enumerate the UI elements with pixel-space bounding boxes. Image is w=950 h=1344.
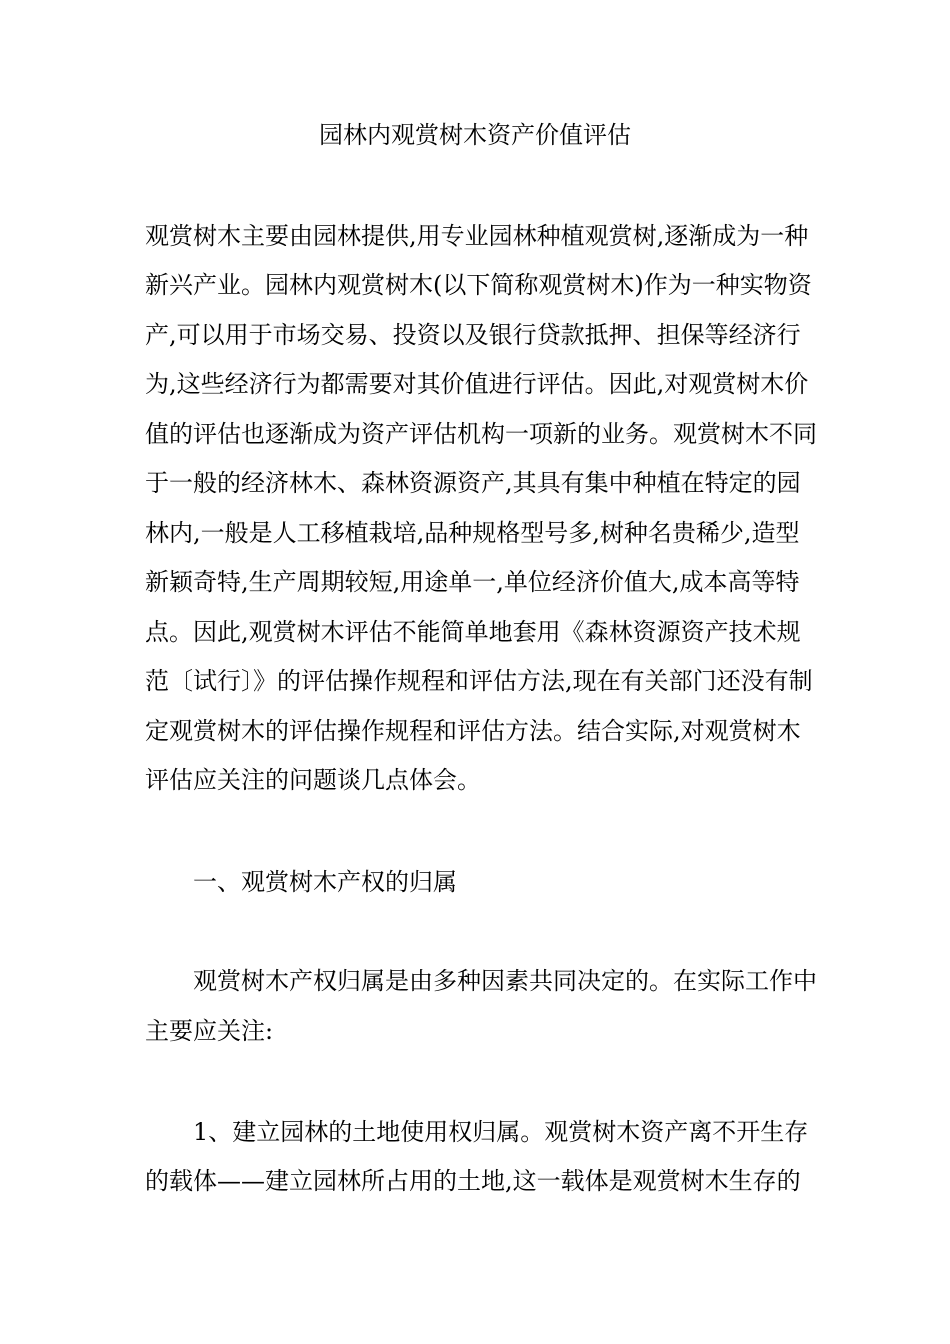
section-paragraph-line: 观赏树木产权归属是由多种因素共同决定的。在实际工作中 bbox=[193, 967, 817, 995]
section-heading: 一、观赏树木产权的归属 bbox=[193, 868, 457, 896]
document-title: 园林内观赏树木资产价值评估 bbox=[319, 121, 631, 149]
intro-paragraph-line: 值的评估也逐渐成为资产评估机构一项新的业务。观赏树木不同 bbox=[145, 420, 817, 448]
intro-paragraph-line: 产,可以用于市场交易、投资以及银行贷款抵押、担保等经济行 bbox=[145, 321, 801, 349]
intro-paragraph-line: 新颖奇特,生产周期较短,用途单一,单位经济价值大,成本高等特 bbox=[145, 568, 800, 596]
intro-paragraph-line: 评估应关注的问题谈几点体会。 bbox=[145, 766, 481, 794]
intro-paragraph-line: 定观赏树木的评估操作规程和评估方法。结合实际,对观赏树木 bbox=[145, 717, 801, 745]
intro-paragraph-line: 林内,一般是人工移植栽培,品种规格型号多,树种名贵稀少,造型 bbox=[145, 519, 800, 547]
intro-paragraph-line: 新兴产业。园林内观赏树木(以下简称观赏树木)作为一种实物资 bbox=[145, 271, 812, 299]
section-paragraph-line: 主要应关注: bbox=[145, 1017, 274, 1045]
intro-paragraph-line: 范〔试行〕》的评估操作规程和评估方法,现在有关部门还没有制 bbox=[145, 667, 813, 695]
item-paragraph-line: 1、建立园林的土地使用权归属。观赏树木资产离不开生存 bbox=[193, 1118, 809, 1146]
intro-paragraph-line: 为,这些经济行为都需要对其价值进行评估。因此,对观赏树木价 bbox=[145, 370, 809, 398]
item-paragraph-line: 的载体——建立园林所占用的土地,这一载体是观赏树木生存的 bbox=[145, 1167, 801, 1195]
intro-paragraph-line: 观赏树木主要由园林提供,用专业园林种植观赏树,逐渐成为一种 bbox=[145, 222, 809, 250]
intro-paragraph-line: 于一般的经济林木、森林资源资产,其具有集中种植在特定的园 bbox=[145, 469, 801, 497]
intro-paragraph-line: 点。因此,观赏树木评估不能简单地套用《森林资源资产技术规 bbox=[145, 618, 801, 646]
